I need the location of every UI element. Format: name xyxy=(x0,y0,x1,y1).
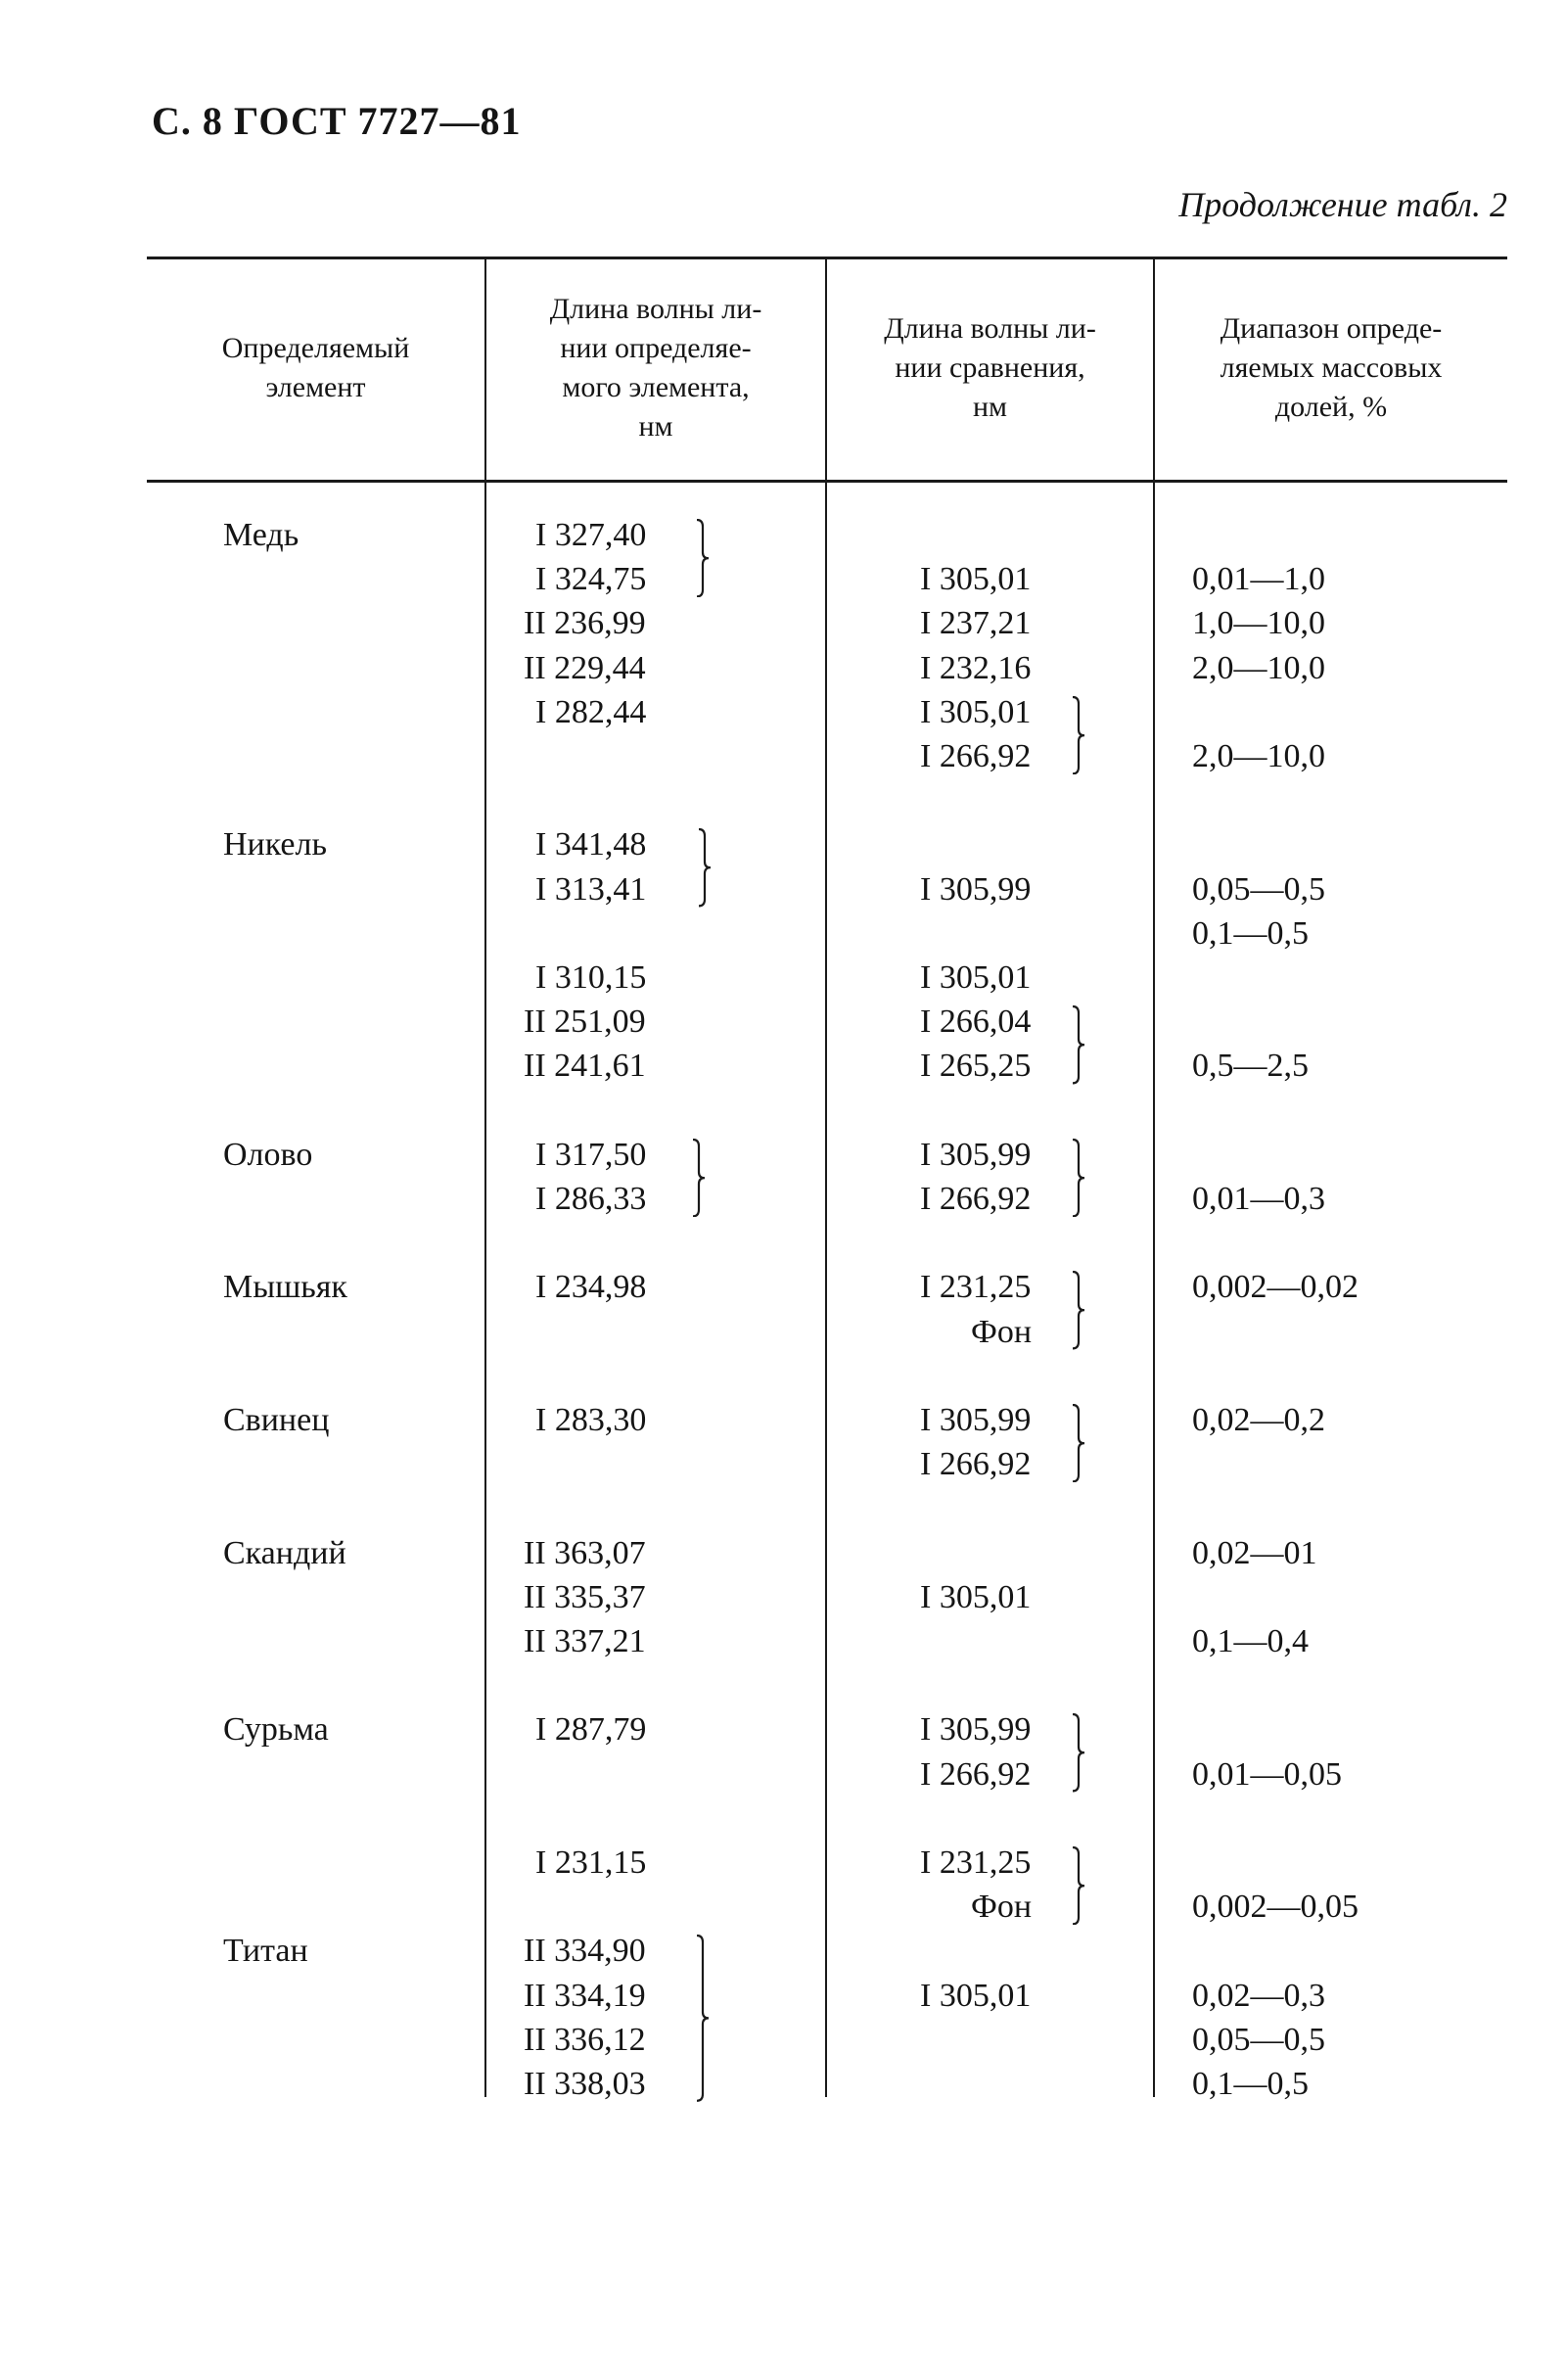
table-cell-r17-c1: I 234,98 xyxy=(535,1269,647,1306)
table-cell-r3-c2: I 232,16 xyxy=(920,649,1032,686)
column-header-element-wavelength: Длина волны ли- нии определяе- мого элемента, нм xyxy=(549,293,762,443)
table-cell-r34-c1: II 336,12 xyxy=(524,2021,646,2058)
table-cell-r23-c0: Скандий xyxy=(223,1534,346,1571)
table-cell-r35-c3: 0,1—0,5 xyxy=(1192,2066,1309,2102)
table-cell-r24-c2: I 305,01 xyxy=(920,1578,1032,1615)
grouping-brace-5 xyxy=(1071,1139,1090,1217)
table-cell-r7-c0: Никель xyxy=(223,826,327,863)
table-cell-r2-c3: 1,0—10,0 xyxy=(1192,605,1325,642)
table-cell-r32-c1: II 334,90 xyxy=(524,1933,646,1970)
table-cell-r3-c3: 2,0—10,0 xyxy=(1192,649,1325,686)
table-cell-r25-c1: II 337,21 xyxy=(524,1623,646,1659)
table-cell-r4-c1: I 282,44 xyxy=(535,693,647,730)
table-cell-r11-c1: II 251,09 xyxy=(524,1003,646,1041)
column-divider-1 xyxy=(484,257,486,2097)
table-cell-r35-c1: II 338,03 xyxy=(524,2066,646,2102)
table-cell-r33-c3: 0,02—0,3 xyxy=(1192,1977,1325,2014)
table-cell-r15-c3: 0,01—0,3 xyxy=(1192,1181,1325,1217)
table-header-rule xyxy=(147,480,1507,483)
table-cell-r31-c3: 0,002—0,05 xyxy=(1192,1889,1359,1926)
table-cell-r0-c1: I 327,40 xyxy=(535,517,647,553)
table-cell-r1-c1: I 324,75 xyxy=(535,561,647,598)
table-cell-r34-c3: 0,05—0,5 xyxy=(1192,2021,1325,2058)
table-cell-r2-c2: I 237,21 xyxy=(920,605,1032,642)
grouping-brace-8 xyxy=(1071,1713,1090,1792)
table-cell-r30-c2: I 231,25 xyxy=(920,1844,1032,1881)
table-cell-r32-c0: Титан xyxy=(223,1933,308,1970)
table-cell-r20-c1: I 283,30 xyxy=(535,1402,647,1438)
table-cell-r27-c0: Сурьма xyxy=(223,1711,329,1749)
table-cell-r33-c2: I 305,01 xyxy=(920,1977,1032,2014)
table-cell-r10-c1: I 310,15 xyxy=(535,959,647,996)
table-cell-r23-c3: 0,02—01 xyxy=(1192,1534,1317,1571)
grouping-brace-7 xyxy=(1071,1404,1090,1482)
table-cell-r8-c1: I 313,41 xyxy=(535,870,647,908)
table-cell-r1-c3: 0,01—1,0 xyxy=(1192,561,1325,598)
grouping-brace-9 xyxy=(1071,1846,1090,1925)
table-cell-r17-c0: Мышьяк xyxy=(223,1269,347,1306)
grouping-brace-6 xyxy=(1071,1271,1090,1349)
table-continuation-label: Продолжение табл. 2 xyxy=(1178,185,1507,224)
column-divider-3 xyxy=(1153,257,1155,2097)
table-cell-r30-c1: I 231,15 xyxy=(535,1844,647,1881)
table-cell-r28-c3: 0,01—0,05 xyxy=(1192,1755,1342,1793)
grouping-brace-0 xyxy=(695,519,714,597)
grouping-brace-10 xyxy=(695,1935,714,2102)
table-cell-r14-c2: I 305,99 xyxy=(920,1136,1032,1173)
table-cell-r5-c2: I 266,92 xyxy=(920,738,1032,774)
grouping-brace-4 xyxy=(691,1139,711,1217)
table-cell-r27-c2: I 305,99 xyxy=(920,1711,1032,1749)
table-cell-r20-c2: I 305,99 xyxy=(920,1402,1032,1438)
page-header: С. 8 ГОСТ 7727—81 xyxy=(152,99,522,143)
table-cell-r20-c3: 0,02—0,2 xyxy=(1192,1402,1325,1438)
grouping-brace-2 xyxy=(697,828,716,907)
table-cell-r11-c2: I 266,04 xyxy=(920,1003,1032,1041)
table-cell-r14-c0: Олово xyxy=(223,1136,313,1173)
table-cell-r18-c2: Фон xyxy=(971,1313,1033,1350)
table-cell-r23-c1: II 363,07 xyxy=(524,1534,646,1571)
grouping-brace-1 xyxy=(1071,696,1090,774)
table-cell-r8-c3: 0,05—0,5 xyxy=(1192,870,1325,908)
table-cell-r12-c3: 0,5—2,5 xyxy=(1192,1048,1309,1085)
table-cell-r12-c1: II 241,61 xyxy=(524,1048,646,1085)
table-cell-r20-c0: Свинец xyxy=(223,1402,330,1438)
table-cell-r31-c2: Фон xyxy=(971,1889,1033,1926)
table-cell-r25-c3: 0,1—0,4 xyxy=(1192,1623,1309,1659)
table-cell-r15-c1: I 286,33 xyxy=(535,1181,647,1217)
column-header-element: Определяемый элемент xyxy=(221,332,410,403)
table-cell-r17-c3: 0,002—0,02 xyxy=(1192,1269,1359,1306)
table-cell-r33-c1: II 334,19 xyxy=(524,1977,646,2014)
table-cell-r15-c2: I 266,92 xyxy=(920,1181,1032,1217)
table-cell-r2-c1: II 236,99 xyxy=(524,605,646,642)
column-header-mass-fraction-range: Диапазон опреде- ляемых массовых долей, % xyxy=(1220,312,1443,423)
table-cell-r21-c2: I 266,92 xyxy=(920,1446,1032,1483)
table-cell-r4-c2: I 305,01 xyxy=(920,693,1032,730)
table-cell-r10-c2: I 305,01 xyxy=(920,959,1032,996)
table-cell-r5-c3: 2,0—10,0 xyxy=(1192,738,1325,774)
table-cell-r14-c1: I 317,50 xyxy=(535,1136,647,1173)
table-cell-r9-c3: 0,1—0,5 xyxy=(1192,914,1309,952)
grouping-brace-3 xyxy=(1071,1005,1090,1084)
column-header-comparison-wavelength: Длина волны ли- нии сравнения, нм xyxy=(884,312,1096,423)
table-cell-r12-c2: I 265,25 xyxy=(920,1048,1032,1085)
spectral-lines-table xyxy=(147,257,1507,2102)
table-cell-r17-c2: I 231,25 xyxy=(920,1269,1032,1306)
table-cell-r8-c2: I 305,99 xyxy=(920,870,1032,908)
table-cell-r0-c0: Медь xyxy=(223,517,299,553)
table-cell-r3-c1: II 229,44 xyxy=(524,649,646,686)
table-cell-r28-c2: I 266,92 xyxy=(920,1755,1032,1793)
column-divider-2 xyxy=(825,257,827,2097)
table-cell-r27-c1: I 287,79 xyxy=(535,1711,647,1749)
table-cell-r24-c1: II 335,37 xyxy=(524,1578,646,1615)
table-cell-r1-c2: I 305,01 xyxy=(920,561,1032,598)
table-cell-r7-c1: I 341,48 xyxy=(535,826,647,863)
